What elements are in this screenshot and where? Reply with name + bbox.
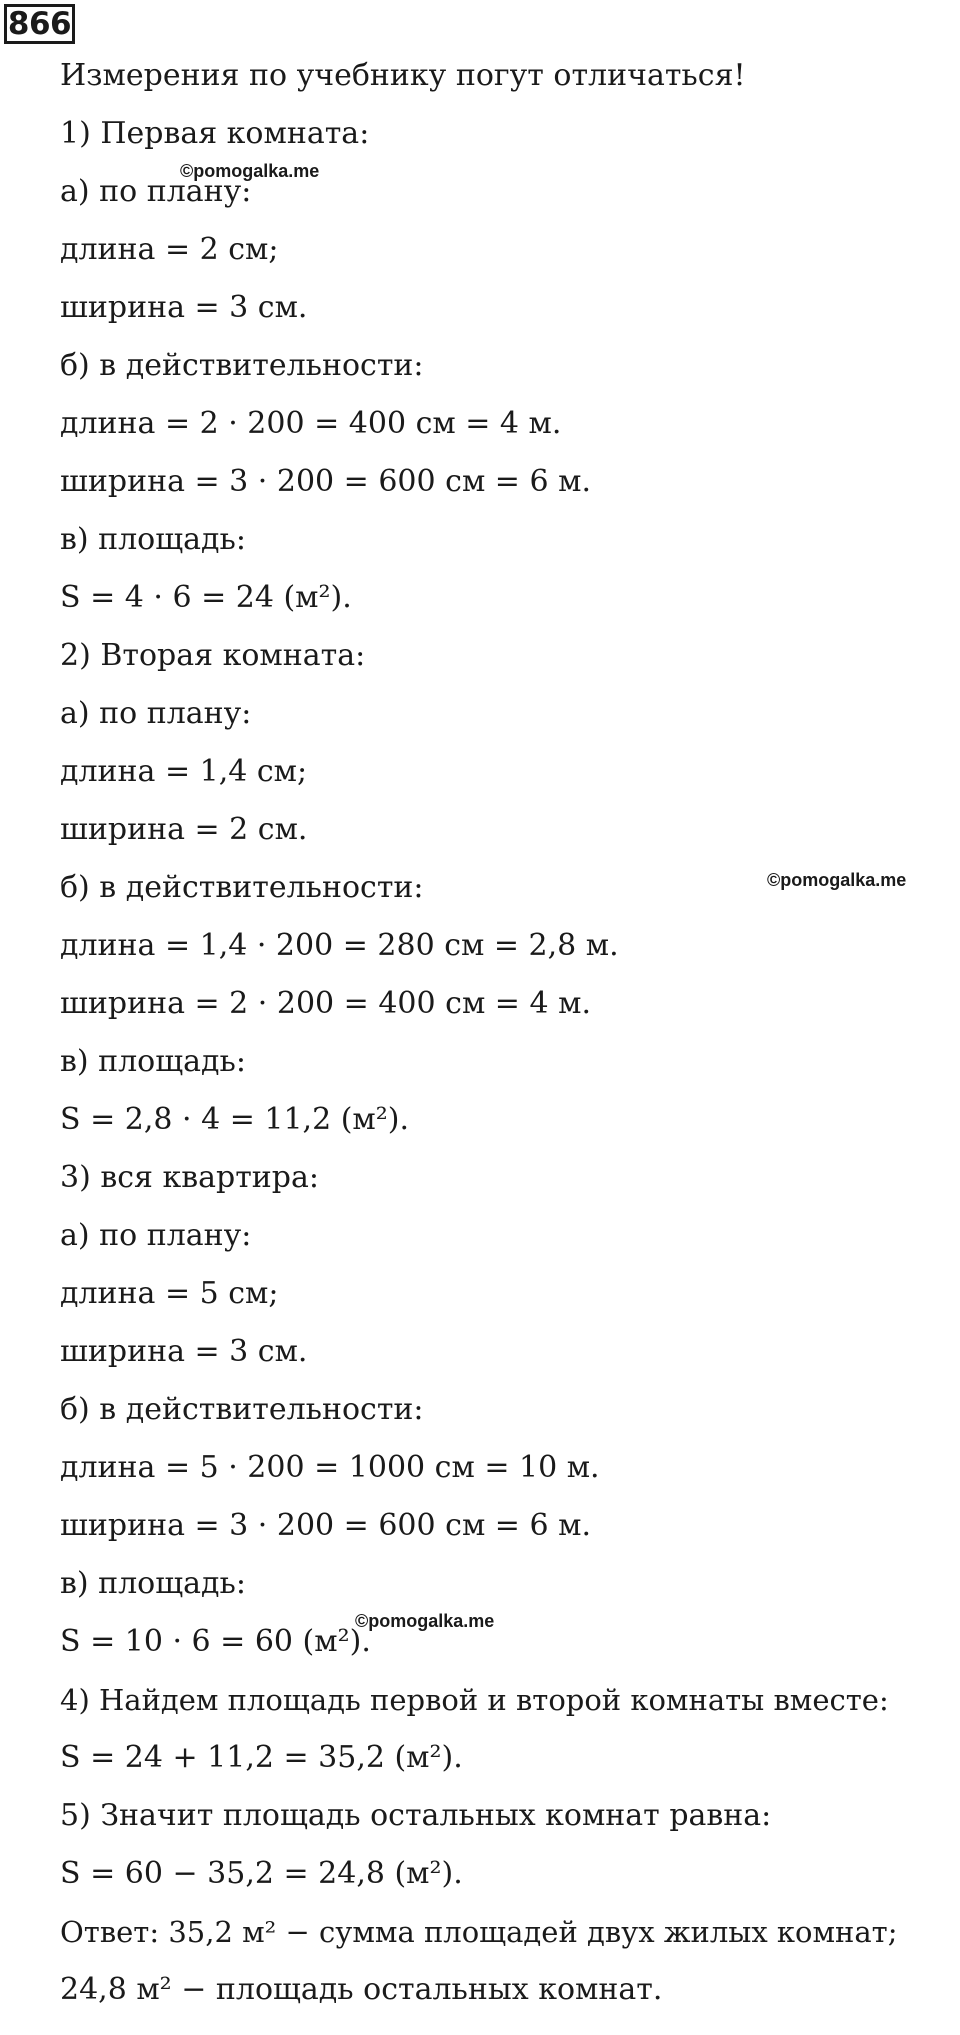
step-1-area-value: S = 4 · 6 = 24 (м²). [60, 580, 352, 615]
step-1-heading: 1) Первая комната: [60, 116, 370, 151]
watermark: ©pomogalka.me [180, 161, 320, 181]
step-4-heading: 4) Найдем площадь первой и второй комнаты вместе: [60, 1683, 889, 1717]
step-1-plan-label: а) по плану: [60, 174, 252, 209]
step-3-area-label: в) площадь: [60, 1566, 246, 1601]
note-line: Измерения по учебнику погут отличаться! [60, 58, 746, 93]
step-3-heading: 3) вся квартира: [60, 1160, 319, 1195]
step-3-real-length: длина = 5 · 200 = 1000 см = 10 м. [60, 1450, 600, 1485]
step-5-heading: 5) Значит площадь остальных комнат равна: [60, 1798, 772, 1833]
watermark: ©pomogalka.me [355, 1611, 495, 1631]
step-5-area-value: S = 60 − 35,2 = 24,8 (м²). [60, 1856, 463, 1891]
step-2-real-length: длина = 1,4 · 200 = 280 см = 2,8 м. [60, 928, 619, 963]
step-2-plan-width: ширина = 2 см. [60, 812, 308, 847]
step-2-plan-length: длина = 1,4 см; [60, 754, 308, 789]
step-3-plan-label: а) по плану: [60, 1218, 252, 1253]
problem-number: 866 [4, 4, 75, 44]
step-2-area-label: в) площадь: [60, 1044, 246, 1079]
step-3-plan-length: длина = 5 см; [60, 1276, 279, 1311]
step-1-plan-length: длина = 2 см; [60, 232, 279, 267]
step-3-area-value: S = 10 · 6 = 60 (м²). [60, 1624, 371, 1659]
watermark: ©pomogalka.me [767, 870, 907, 890]
answer-line-2: 24,8 м² − площадь остальных комнат. [60, 1972, 663, 2007]
step-1-real-width: ширина = 3 · 200 = 600 см = 6 м. [60, 464, 591, 499]
step-2-heading: 2) Вторая комната: [60, 638, 366, 673]
step-3-plan-width: ширина = 3 см. [60, 1334, 308, 1369]
step-1-real-label: б) в действительности: [60, 348, 424, 383]
step-4-area-value: S = 24 + 11,2 = 35,2 (м²). [60, 1740, 463, 1775]
answer-line-1: Ответ: 35,2 м² − сумма площадей двух жилых комнат; [60, 1915, 898, 1949]
step-1-plan-width: ширина = 3 см. [60, 290, 308, 325]
step-2-real-label: б) в действительности: [60, 870, 424, 905]
step-2-real-width: ширина = 2 · 200 = 400 см = 4 м. [60, 986, 591, 1021]
step-3-real-label: б) в действительности: [60, 1392, 424, 1427]
step-1-real-length: длина = 2 · 200 = 400 см = 4 м. [60, 406, 562, 441]
step-2-plan-label: а) по плану: [60, 696, 252, 731]
step-2-area-value: S = 2,8 · 4 = 11,2 (м²). [60, 1102, 410, 1137]
step-1-area-label: в) площадь: [60, 522, 246, 557]
step-3-real-width: ширина = 3 · 200 = 600 см = 6 м. [60, 1508, 591, 1543]
